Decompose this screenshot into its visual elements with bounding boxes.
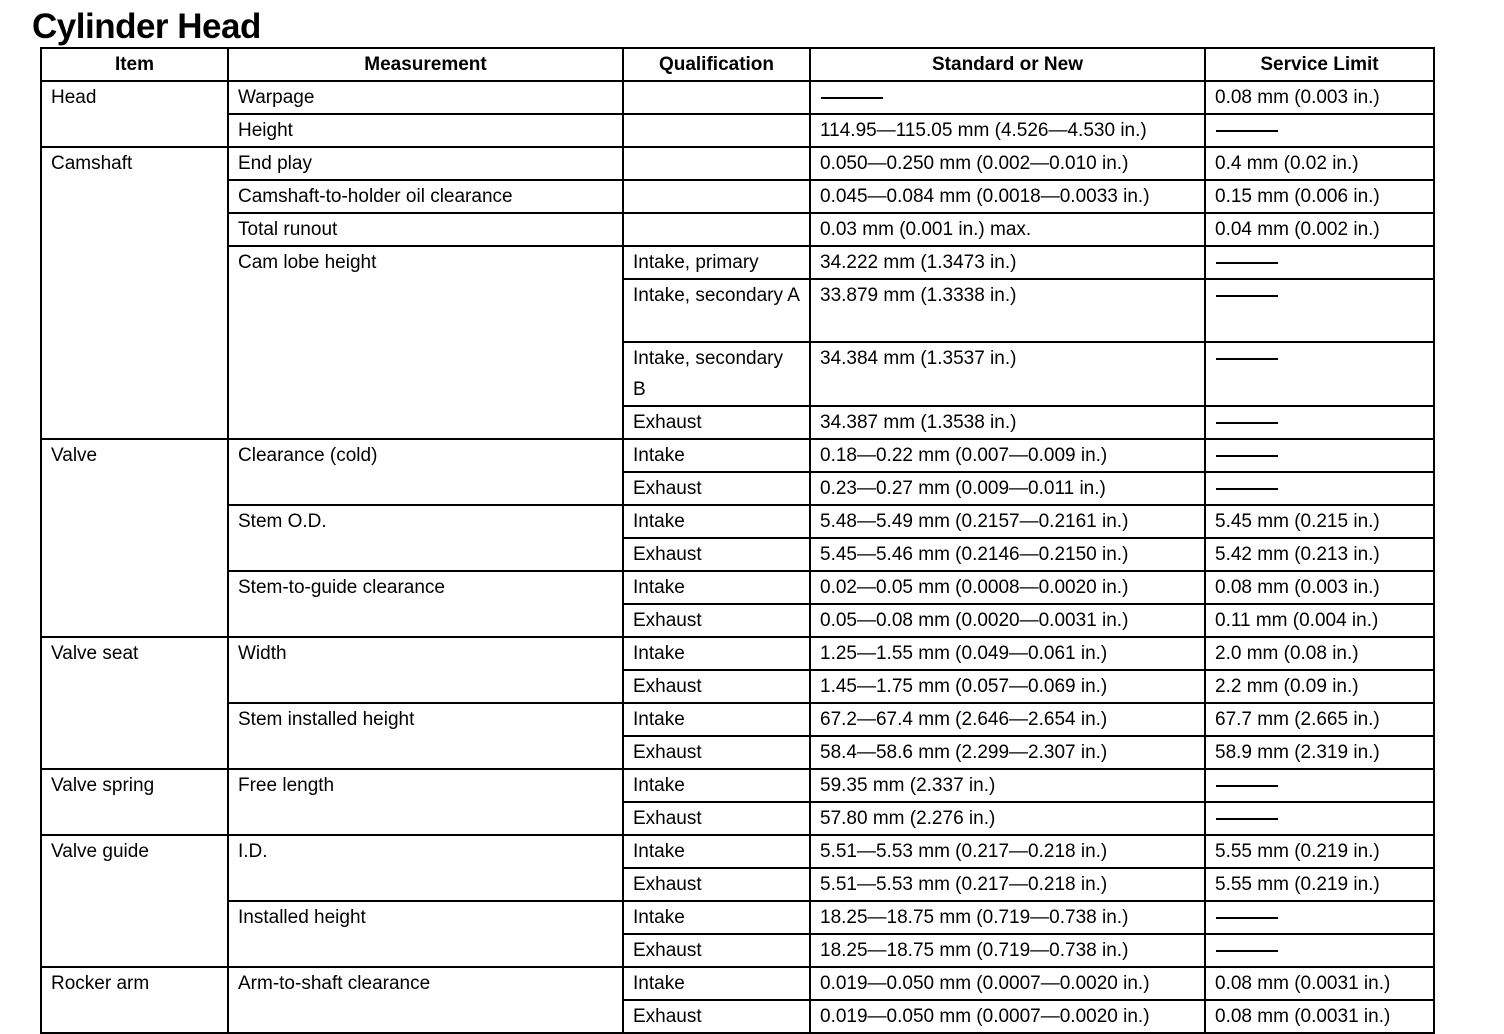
limit-cell: 2.0 mm (0.08 in.) bbox=[1205, 637, 1434, 670]
standard-cell: 33.879 mm (1.3338 in.) bbox=[810, 279, 1205, 342]
limit-cell bbox=[1205, 769, 1434, 802]
limit-cell bbox=[1205, 406, 1434, 439]
qualification-cell: Intake bbox=[623, 571, 810, 604]
limit-cell bbox=[1205, 802, 1434, 835]
measurement-cell: Stem-to-guide clearance bbox=[228, 571, 623, 637]
qualification-cell bbox=[623, 180, 810, 213]
limit-cell bbox=[1205, 246, 1434, 279]
standard-cell: 5.48—5.49 mm (0.2157—0.2161 in.) bbox=[810, 505, 1205, 538]
qualification-cell: Exhaust bbox=[623, 802, 810, 835]
standard-cell: 0.019—0.050 mm (0.0007—0.0020 in.) bbox=[810, 967, 1205, 1000]
measurement-cell: Free length bbox=[228, 769, 623, 835]
limit-cell: 0.04 mm (0.002 in.) bbox=[1205, 213, 1434, 246]
table-row bbox=[41, 703, 1434, 736]
table-row bbox=[41, 901, 1434, 934]
limit-cell: 58.9 mm (2.319 in.) bbox=[1205, 736, 1434, 769]
qualification-cell: Exhaust bbox=[623, 934, 810, 967]
qualification-cell: Exhaust bbox=[623, 472, 810, 505]
standard-cell: 58.4—58.6 mm (2.299—2.307 in.) bbox=[810, 736, 1205, 769]
not-applicable-dash bbox=[1216, 950, 1278, 952]
item-cell: Valve seat bbox=[41, 637, 228, 769]
standard-cell: 34.222 mm (1.3473 in.) bbox=[810, 246, 1205, 279]
qualification-cell: Exhaust bbox=[623, 736, 810, 769]
qualification-cell: Intake bbox=[623, 835, 810, 868]
table-row bbox=[41, 835, 1434, 868]
table-row bbox=[41, 967, 1434, 1000]
standard-cell: 1.45—1.75 mm (0.057—0.069 in.) bbox=[810, 670, 1205, 703]
standard-cell: 59.35 mm (2.337 in.) bbox=[810, 769, 1205, 802]
not-applicable-dash bbox=[1216, 917, 1278, 919]
standard-cell: 0.045—0.084 mm (0.0018—0.0033 in.) bbox=[810, 180, 1205, 213]
item-cell: Valve guide bbox=[41, 835, 228, 967]
qualification-cell: Intake bbox=[623, 637, 810, 670]
standard-cell bbox=[810, 81, 1205, 114]
standard-cell: 5.51—5.53 mm (0.217—0.218 in.) bbox=[810, 868, 1205, 901]
table-row bbox=[41, 505, 1434, 538]
not-applicable-dash bbox=[821, 97, 883, 99]
standard-cell: 5.51—5.53 mm (0.217—0.218 in.) bbox=[810, 835, 1205, 868]
qualification-cell: Exhaust bbox=[623, 604, 810, 637]
qualification-cell bbox=[623, 147, 810, 180]
standard-cell: 5.45—5.46 mm (0.2146—0.2150 in.) bbox=[810, 538, 1205, 571]
standard-cell: 0.18—0.22 mm (0.007—0.009 in.) bbox=[810, 439, 1205, 472]
measurement-cell: Stem O.D. bbox=[228, 505, 623, 571]
not-applicable-dash bbox=[1216, 358, 1278, 360]
qualification-cell bbox=[623, 213, 810, 246]
limit-cell bbox=[1205, 279, 1434, 342]
limit-cell: 2.2 mm (0.09 in.) bbox=[1205, 670, 1434, 703]
measurement-cell: Cam lobe height bbox=[228, 246, 623, 439]
table-row bbox=[41, 637, 1434, 670]
limit-cell: 67.7 mm (2.665 in.) bbox=[1205, 703, 1434, 736]
not-applicable-dash bbox=[1216, 262, 1278, 264]
standard-cell: 0.05—0.08 mm (0.0020—0.0031 in.) bbox=[810, 604, 1205, 637]
measurement-cell: Total runout bbox=[228, 213, 623, 246]
not-applicable-dash bbox=[1216, 422, 1278, 424]
standard-cell: 1.25—1.55 mm (0.049—0.061 in.) bbox=[810, 637, 1205, 670]
standard-cell: 114.95—115.05 mm (4.526—4.530 in.) bbox=[810, 114, 1205, 147]
table-row bbox=[41, 769, 1434, 802]
qualification-cell: Intake bbox=[623, 439, 810, 472]
header-standard: Standard or New bbox=[810, 48, 1205, 81]
limit-cell bbox=[1205, 901, 1434, 934]
measurement-cell: I.D. bbox=[228, 835, 623, 901]
item-cell: Valve spring bbox=[41, 769, 228, 835]
table-row bbox=[41, 213, 1434, 246]
limit-cell: 0.08 mm (0.0031 in.) bbox=[1205, 1000, 1434, 1033]
limit-cell: 0.08 mm (0.003 in.) bbox=[1205, 571, 1434, 604]
limit-cell: 0.4 mm (0.02 in.) bbox=[1205, 147, 1434, 180]
measurement-cell: Width bbox=[228, 637, 623, 703]
spec-table bbox=[40, 47, 1435, 1034]
limit-cell: 5.45 mm (0.215 in.) bbox=[1205, 505, 1434, 538]
limit-cell bbox=[1205, 342, 1434, 406]
measurement-cell: Clearance (cold) bbox=[228, 439, 623, 505]
standard-cell: 0.03 mm (0.001 in.) max. bbox=[810, 213, 1205, 246]
header-service-limit: Service Limit bbox=[1205, 48, 1434, 81]
item-cell: Head bbox=[41, 81, 228, 147]
measurement-cell: Warpage bbox=[228, 81, 623, 114]
table-row bbox=[41, 114, 1434, 147]
page-title: Cylinder Head bbox=[32, 7, 261, 46]
standard-cell: 0.23—0.27 mm (0.009—0.011 in.) bbox=[810, 472, 1205, 505]
table-row bbox=[41, 246, 1434, 279]
table-row bbox=[41, 81, 1434, 114]
limit-cell: 0.11 mm (0.004 in.) bbox=[1205, 604, 1434, 637]
standard-cell: 57.80 mm (2.276 in.) bbox=[810, 802, 1205, 835]
qualification-cell: Exhaust bbox=[623, 538, 810, 571]
not-applicable-dash bbox=[1216, 130, 1278, 132]
qualification-cell: Intake bbox=[623, 703, 810, 736]
not-applicable-dash bbox=[1216, 818, 1278, 820]
not-applicable-dash bbox=[1216, 295, 1278, 297]
item-cell: Camshaft bbox=[41, 147, 228, 439]
limit-cell: 0.08 mm (0.0031 in.) bbox=[1205, 967, 1434, 1000]
qualification-cell: Exhaust bbox=[623, 868, 810, 901]
limit-cell bbox=[1205, 439, 1434, 472]
header-qualification: Qualification bbox=[623, 48, 810, 81]
limit-cell bbox=[1205, 472, 1434, 505]
header-row bbox=[41, 48, 1434, 81]
qualification-cell: Exhaust bbox=[623, 670, 810, 703]
limit-cell bbox=[1205, 114, 1434, 147]
item-cell: Rocker arm bbox=[41, 967, 228, 1033]
table-row bbox=[41, 147, 1434, 180]
qualification-cell: Exhaust bbox=[623, 406, 810, 439]
header-measurement: Measurement bbox=[228, 48, 623, 81]
standard-cell: 67.2—67.4 mm (2.646—2.654 in.) bbox=[810, 703, 1205, 736]
qualification-cell: Intake bbox=[623, 769, 810, 802]
limit-cell: 0.08 mm (0.003 in.) bbox=[1205, 81, 1434, 114]
table-row bbox=[41, 180, 1434, 213]
table-row bbox=[41, 571, 1434, 604]
measurement-cell: Camshaft-to-holder oil clearance bbox=[228, 180, 623, 213]
limit-cell: 5.42 mm (0.213 in.) bbox=[1205, 538, 1434, 571]
item-cell: Valve bbox=[41, 439, 228, 637]
limit-cell bbox=[1205, 934, 1434, 967]
qualification-cell: Intake, secondary A bbox=[623, 279, 810, 342]
not-applicable-dash bbox=[1216, 488, 1278, 490]
table-row bbox=[41, 439, 1434, 472]
qualification-cell: Intake, secondary B bbox=[623, 342, 810, 406]
standard-cell: 18.25—18.75 mm (0.719—0.738 in.) bbox=[810, 901, 1205, 934]
qualification-cell bbox=[623, 81, 810, 114]
qualification-cell: Intake bbox=[623, 505, 810, 538]
measurement-cell: Installed height bbox=[228, 901, 623, 967]
header-item: Item bbox=[41, 48, 228, 81]
standard-cell: 34.384 mm (1.3537 in.) bbox=[810, 342, 1205, 406]
qualification-cell: Intake, primary bbox=[623, 246, 810, 279]
standard-cell: 0.050—0.250 mm (0.002—0.010 in.) bbox=[810, 147, 1205, 180]
not-applicable-dash bbox=[1216, 785, 1278, 787]
standard-cell: 34.387 mm (1.3538 in.) bbox=[810, 406, 1205, 439]
measurement-cell: Stem installed height bbox=[228, 703, 623, 769]
measurement-cell: Height bbox=[228, 114, 623, 147]
limit-cell: 0.15 mm (0.006 in.) bbox=[1205, 180, 1434, 213]
measurement-cell: Arm-to-shaft clearance bbox=[228, 967, 623, 1033]
not-applicable-dash bbox=[1216, 455, 1278, 457]
qualification-cell: Intake bbox=[623, 967, 810, 1000]
qualification-cell: Exhaust bbox=[623, 1000, 810, 1033]
measurement-cell: End play bbox=[228, 147, 623, 180]
standard-cell: 0.019—0.050 mm (0.0007—0.0020 in.) bbox=[810, 1000, 1205, 1033]
limit-cell: 5.55 mm (0.219 in.) bbox=[1205, 868, 1434, 901]
standard-cell: 0.02—0.05 mm (0.0008—0.0020 in.) bbox=[810, 571, 1205, 604]
qualification-cell: Intake bbox=[623, 901, 810, 934]
limit-cell: 5.55 mm (0.219 in.) bbox=[1205, 835, 1434, 868]
standard-cell: 18.25—18.75 mm (0.719—0.738 in.) bbox=[810, 934, 1205, 967]
qualification-cell bbox=[623, 114, 810, 147]
